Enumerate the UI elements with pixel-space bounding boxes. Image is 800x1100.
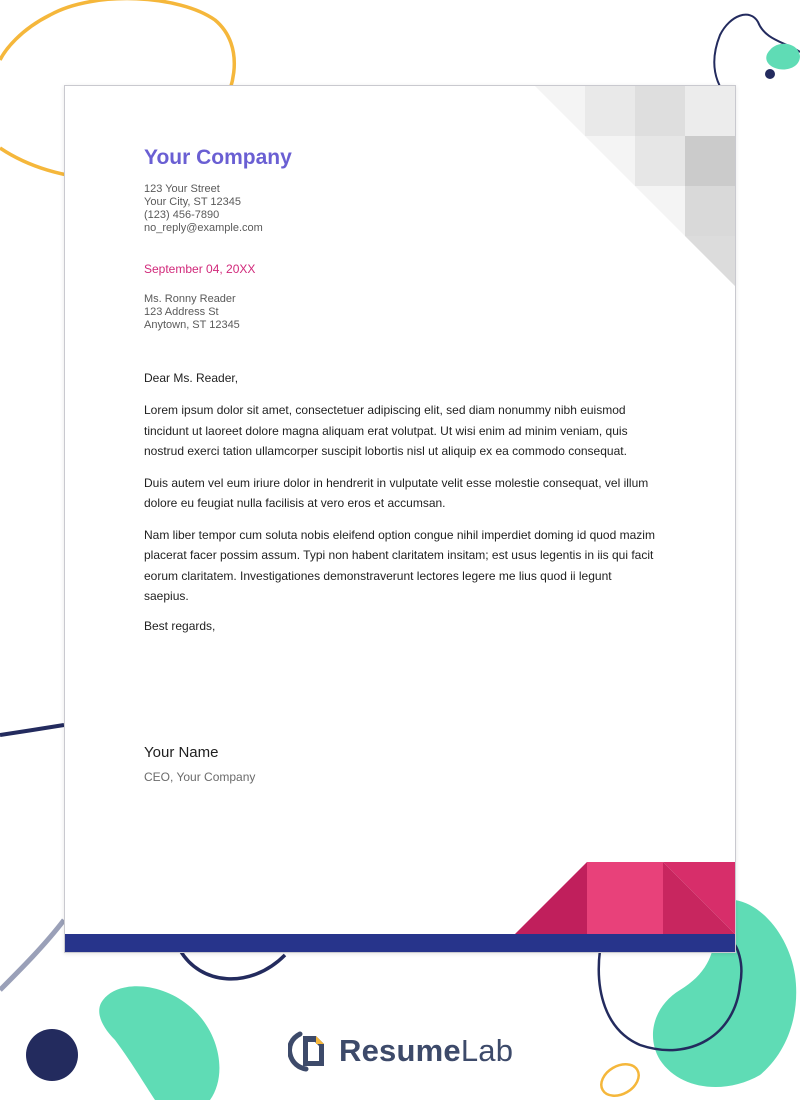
sender-street: 123 Your Street bbox=[144, 183, 220, 195]
recipient-street: 123 Address St bbox=[144, 306, 219, 318]
yellow-ring-bottom bbox=[596, 1058, 645, 1100]
navy-line-left bbox=[0, 725, 64, 735]
signer-title: CEO, Your Company bbox=[144, 770, 256, 784]
letter-page bbox=[64, 85, 736, 953]
navy-dot-top-right bbox=[765, 69, 775, 79]
letter-date: September 04, 20XX bbox=[144, 262, 256, 276]
sender-email: no_reply@example.com bbox=[144, 222, 263, 234]
body-paragraph-3: Nam liber tempor cum soluta nobis eleifend option congue nihil imperdiet doming id quod mazim placerat facer possim assum. Typi non habent claritatem insitam; est usus legentis in iis qui facit eorum claritatem. Investigationes demonstraverunt lectores legere me lius quod ii legunt saepius. bbox=[144, 527, 655, 603]
corner-decoration-bottom-right bbox=[515, 862, 735, 934]
mint-blob-bottom-left bbox=[99, 986, 219, 1100]
resumelab-logo bbox=[288, 1030, 513, 1072]
mint-blob-top-right bbox=[766, 44, 800, 70]
sender-phone: (123) 456-7890 bbox=[144, 209, 220, 221]
recipient-city: Anytown, ST 12345 bbox=[144, 319, 240, 331]
gray-streak-left bbox=[0, 920, 64, 990]
company-name: Your Company bbox=[144, 146, 292, 169]
resumelab-logo-icon bbox=[288, 1030, 330, 1072]
brand-name-resume: Resume bbox=[339, 1033, 461, 1068]
sender-address bbox=[144, 183, 263, 235]
brand-name-lab: Lab bbox=[460, 1033, 514, 1068]
closing: Best regards, bbox=[144, 619, 216, 633]
salutation: Dear Ms. Reader, bbox=[144, 371, 239, 385]
navy-blob-bottom-left bbox=[26, 1029, 78, 1081]
signer-name: Your Name bbox=[144, 744, 219, 761]
body-paragraph-1: Lorem ipsum dolor sit amet, consectetuer adipiscing elit, sed diam nonummy nibh euismod tincidunt ut laoreet dolore magna aliquam erat volutpat. Ut wisi enim ad minim veniam, quis nostrud exerci tation ullamcorper suscipit lobortis nisl ut aliquip ex ea commodo consequat. bbox=[144, 403, 628, 458]
navy-curve-bottom bbox=[180, 950, 285, 979]
recipient-name: Ms. Ronny Reader bbox=[144, 293, 236, 305]
footer-bar bbox=[65, 934, 735, 952]
brand-wordmark bbox=[339, 1033, 513, 1069]
body-paragraph-2: Duis autem vel eum iriure dolor in hendrerit in vulputate velit esse molestie consequat, vel illum dolore eu feugiat nulla facilisis at vero eros et accumsan. bbox=[144, 475, 649, 510]
recipient-address bbox=[144, 293, 240, 332]
letter-body bbox=[144, 400, 659, 618]
sender-city: Your City, ST 12345 bbox=[144, 196, 242, 208]
corner-decoration-top-right bbox=[535, 86, 735, 286]
